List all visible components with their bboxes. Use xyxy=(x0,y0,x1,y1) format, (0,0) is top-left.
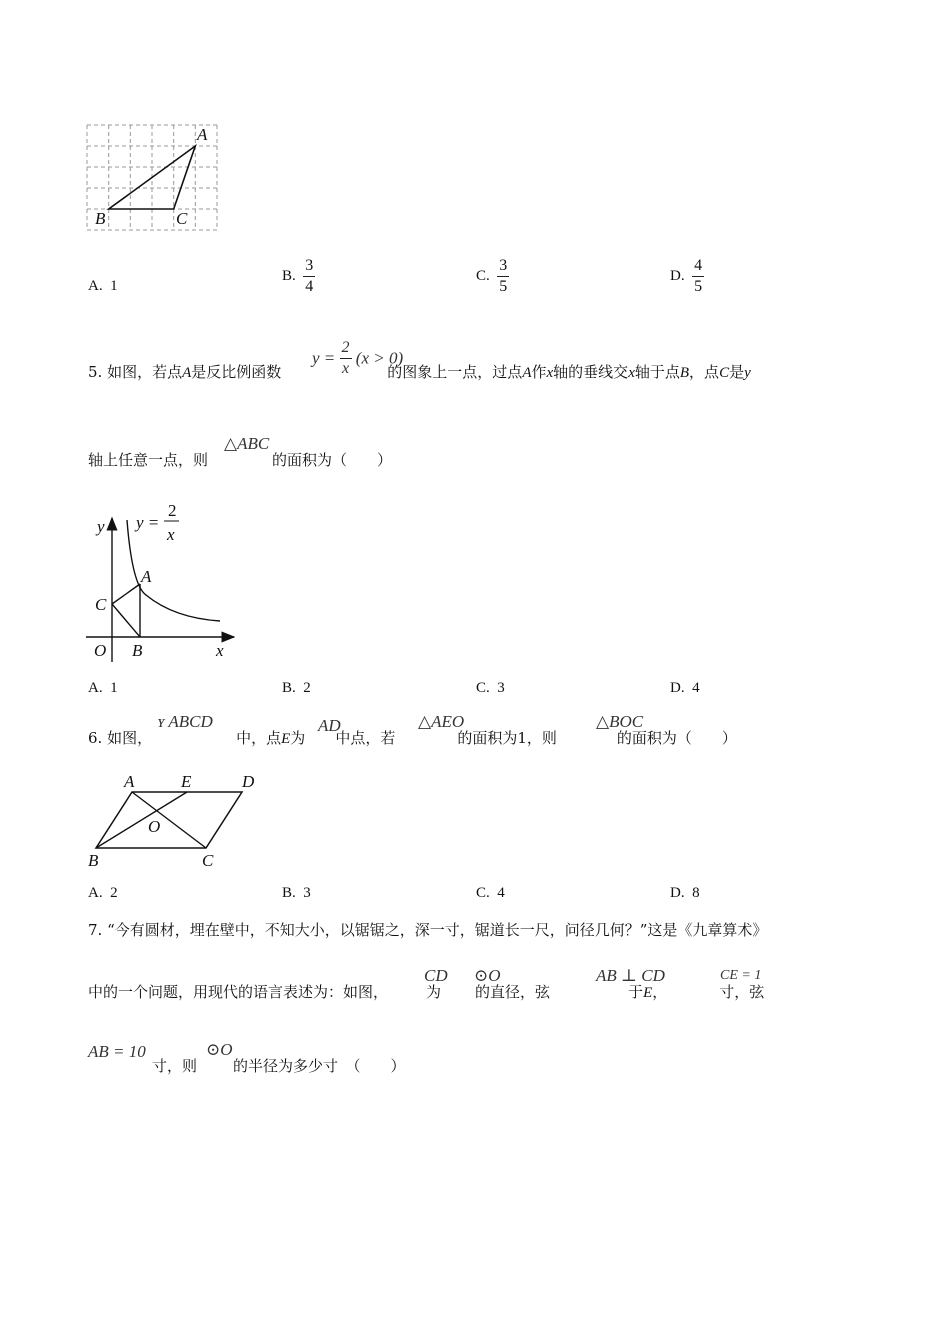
q7-line2: 中的一个问题，用现代的语言表述为：如图， 为 的直径，弦 于E， 寸，弦 xyxy=(88,983,765,1001)
q5-label-y: y xyxy=(97,517,105,536)
q7-cd: CD xyxy=(424,966,448,985)
q5-option-a: A. 1 xyxy=(88,680,118,696)
q5-triangle-abc: △ABC xyxy=(224,434,270,453)
q4-option-d: D. $\frac{4}{5}$ xyxy=(670,257,703,295)
q6-triangle-boc: △BOC xyxy=(596,712,644,731)
q6-parallelogram-abcd: ʏ ABCD xyxy=(158,712,213,731)
q4-option-a: A. 1 xyxy=(88,278,118,294)
q6-segment-ad: AD xyxy=(318,716,341,735)
q7-circle-o: ⊙O xyxy=(474,966,501,985)
q6-diagonal-AC xyxy=(132,792,206,848)
q6-label-E: E xyxy=(181,772,192,791)
q4-grid-figure xyxy=(84,120,224,240)
q5-func-num: 2 xyxy=(168,501,177,520)
q4-option-c: C. $\frac{3}{5}$ xyxy=(476,257,508,295)
q6-line: 6. 如图， 中，点E为 中点，若 的面积为1，则 的面积为（ ） xyxy=(88,729,737,747)
q5-func-den: x xyxy=(167,525,175,544)
q4-label-B: B xyxy=(95,209,106,228)
q4-label-A: A xyxy=(197,125,208,144)
q5-function-formula: y = $\frac{2}{x}$ (x > 0) xyxy=(312,339,404,377)
q5-label-O: O xyxy=(94,641,107,660)
q5-option-c: C. 3 xyxy=(476,680,505,696)
q4-label-C: C xyxy=(176,209,188,228)
q4-option-b: B. $\frac{3}{4}$ xyxy=(282,257,314,295)
q6-label-D: D xyxy=(242,772,255,791)
q5-line1: 5. 如图，若点A是反比例函数 的图象上一点，过点A作x轴的垂线交x轴于点B，点C是y xyxy=(88,363,751,381)
q5-line2: 轴上任意一点，则 的面积为（ ） xyxy=(88,451,393,469)
q5-segment-CA xyxy=(112,584,140,604)
q6-parallelogram-figure xyxy=(84,770,264,875)
q5-label-x: x xyxy=(216,641,224,660)
q6-label-B: B xyxy=(88,851,99,870)
q6-option-b: B. 3 xyxy=(282,885,311,901)
q7-circle-o-2: ⊙O xyxy=(206,1040,233,1059)
q6-segment-BE xyxy=(96,792,187,848)
q5-label-B: B xyxy=(132,641,143,660)
q5-label-A: A xyxy=(141,567,152,586)
q7-line1: 7. “今有圆材，埋在壁中，不知大小，以锯锯之，深一寸，锯道长一尺，问径几何？”这是《九章算术》 xyxy=(88,921,768,939)
q7-ce-equals: CE = 1 xyxy=(720,968,762,983)
q5-label-C: C xyxy=(95,595,107,614)
q5-option-b: B. 2 xyxy=(282,680,311,696)
q6-triangle-aeo: △AEO xyxy=(418,712,465,731)
q5-func-y: y = xyxy=(136,513,160,532)
q6-label-O: O xyxy=(148,817,161,836)
q6-label-C: C xyxy=(202,851,214,870)
q7-ab-equals: AB = 10 xyxy=(88,1042,146,1061)
q5-segment-CB xyxy=(112,604,140,637)
q6-option-a: A. 2 xyxy=(88,885,118,901)
q7-line3: 寸，则 的半径为多少寸 （ ） xyxy=(152,1057,406,1075)
q6-option-d: D. 8 xyxy=(670,885,700,901)
q5-hyperbola-figure xyxy=(84,500,254,670)
q7-ab-perp-cd: AB ⊥ CD xyxy=(596,966,665,985)
q5-option-d: D. 4 xyxy=(670,680,700,696)
q6-option-c: C. 4 xyxy=(476,885,505,901)
q6-label-A: A xyxy=(124,772,135,791)
